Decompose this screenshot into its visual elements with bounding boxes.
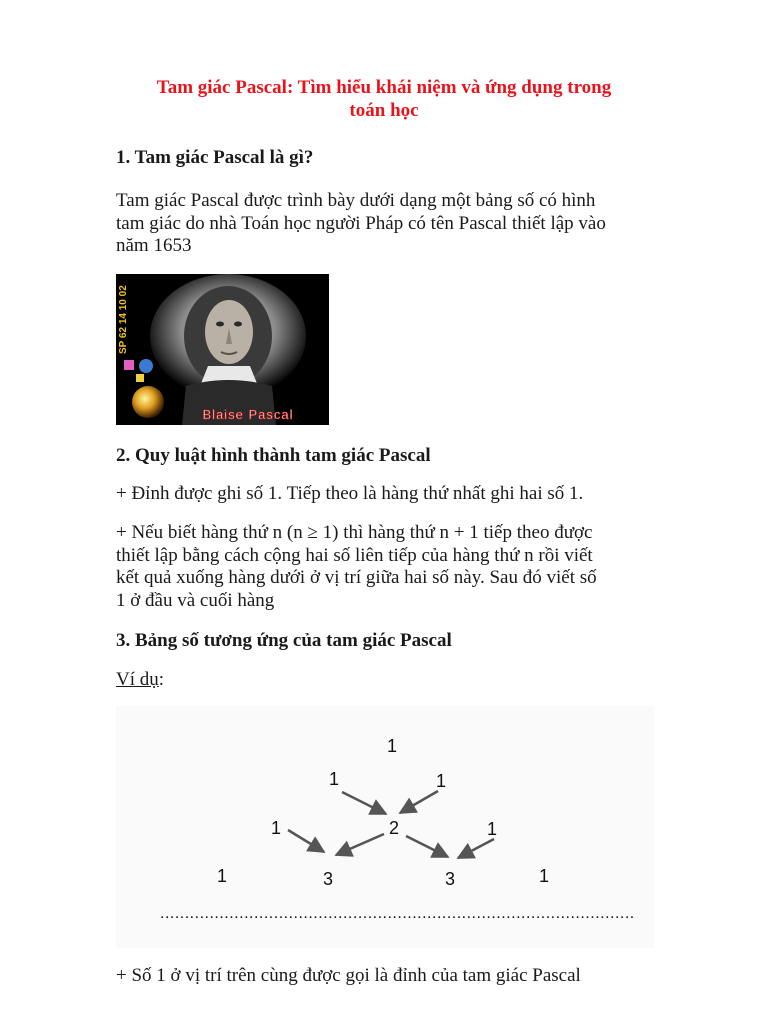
triangle-number: 2 <box>388 818 400 838</box>
paragraph-line: kết quả xuống hàng dưới ở vị trí giữa hai số này. Sau đó viết số <box>116 567 597 588</box>
paragraph-line: 1 ở đầu và cuối hàng <box>116 589 275 611</box>
paragraph-line: năm 1653 <box>116 235 192 256</box>
triangle-number: 1 <box>486 819 498 839</box>
triangle-number: 1 <box>328 769 340 789</box>
arrow <box>400 791 438 813</box>
paragraph-line: Tam giác Pascal được trình bày dưới dạng một bảng số có hình <box>116 190 596 211</box>
arrow <box>458 839 494 858</box>
footer-paragraph <box>116 965 656 988</box>
paragraph-line: thiết lập bằng cách cộng hai số liên tiếp của hàng thứ n rồi viết <box>116 544 593 566</box>
arrow <box>288 830 324 852</box>
triangle-number: 3 <box>322 869 334 889</box>
paragraph-line: tam giác do nhà Toán học người Pháp có tên Pascal thiết lập vào <box>116 212 606 234</box>
triangle-number: 3 <box>444 869 456 889</box>
triangle-number: 1 <box>216 866 228 886</box>
triangle-number: 1 <box>435 771 447 791</box>
title-line-1: Tam giác Pascal: Tìm hiểu khái niệm và ứng dụng trong <box>156 77 612 98</box>
paragraph-line: + Đỉnh được ghi số 1. Tiếp theo là hàng thứ nhất ghi hai số 1. <box>116 483 584 504</box>
arrow <box>342 792 386 814</box>
section-3-heading: 3. Bảng số tương ứng của tam giác Pascal <box>116 630 452 651</box>
section-2-rule-2 <box>116 522 656 612</box>
arrow <box>336 834 384 855</box>
section-2-rule-1 <box>116 483 656 506</box>
stamp-text: SP 62 14 10 02 <box>118 285 129 354</box>
triangle-number: 1 <box>538 866 550 886</box>
example-word: Ví dụ <box>116 669 159 690</box>
paragraph-line: + Số 1 ở vị trí trên cùng được gọi là đỉnh của tam giác Pascal <box>116 965 581 986</box>
example-label <box>116 668 164 691</box>
triangle-number: 1 <box>270 818 282 838</box>
dotted-continuation: ................................................................................................ <box>160 905 635 922</box>
title-line-2: toán học <box>349 100 419 121</box>
portrait-caption: Blaise Pascal <box>202 407 294 422</box>
triangle-number: 1 <box>386 736 398 756</box>
section-2-heading: 2. Quy luật hình thành tam giác Pascal <box>116 445 431 466</box>
paragraph-line: + Nếu biết hàng thứ n (n ≥ 1) thì hàng thứ n + 1 tiếp theo được <box>116 522 593 543</box>
section-1-paragraph <box>116 190 656 258</box>
example-colon: : <box>158 669 165 690</box>
pascal-triangle-diagram <box>116 706 654 948</box>
arrow <box>406 836 448 857</box>
blaise-pascal-portrait <box>116 274 329 425</box>
document-title <box>116 76 652 122</box>
section-1-heading: 1. Tam giác Pascal là gì? <box>116 147 314 168</box>
